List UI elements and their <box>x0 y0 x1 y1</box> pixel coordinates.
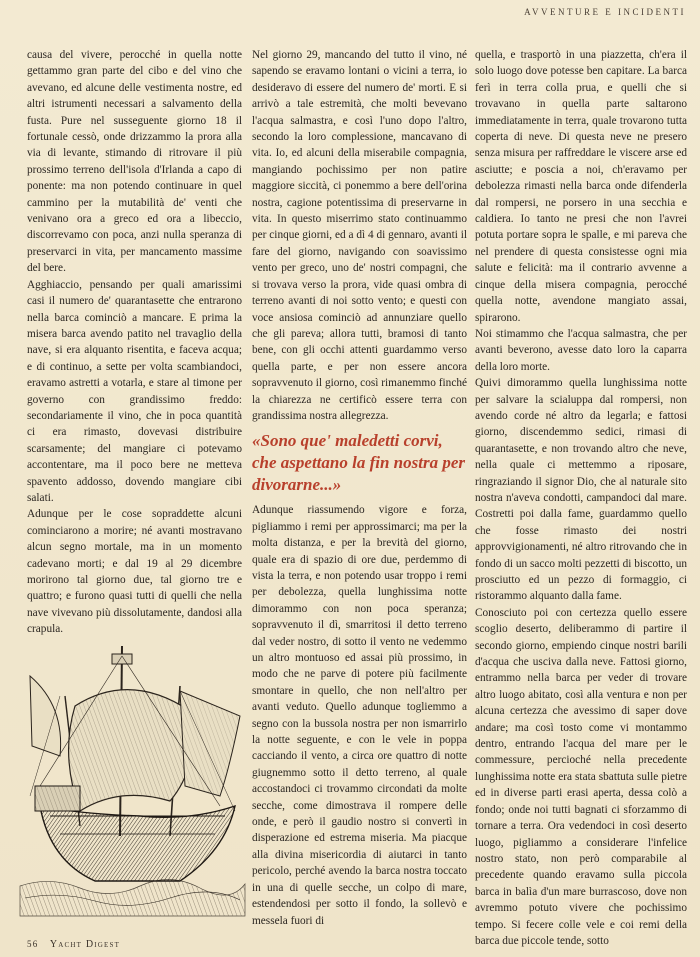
page-footer <box>27 939 120 950</box>
running-header: AVVENTURE E INCIDENTI <box>524 7 686 17</box>
pull-quote: «Sono que' maledetti corvi, che aspettano la fin nostra per divorarne...» <box>252 431 465 495</box>
paragraph: Adunque per le cose sopraddette alcuni cominciarono a morire; né avanti mostravano alcun segno mortale, ma in un momento cadevano morti; e dal 19 al 29 dicembre morirono tal giorno due, tal giorno tre e quattro; e furono quasi tutti di quelli che nella nave vivevano più dissolutamente, dandosi alla crapula. <box>27 508 242 636</box>
text-column-3 <box>475 47 687 947</box>
paragraph: quella, e trasportò in una piazzetta, ch'era il solo luogo dove potesse ben capitare. La barca ferì in terra colla prua, e quelli che si trovavano in quella parte saltarono immediatamente in terra, quale trovarono tutta coperta di neve. Di questa neve ne presero senza misura per raffreddare le viscere arse ed asciutte; e poscia a noi, ch'eravamo per debolezza rimasti nella barca onde difenderla dal rompersi, ne porsero in una secchia e caldiera. Io tanto ne presi che non l'avrei potuta portare sopra le spalle, e mi pareva che nel prendere di questa consistesse ogni mia salute e felicità: ma il contrario avvenne a cinque della misera compagnia, perocché quella notte, avendone mangiato assai, spirarono. <box>475 49 687 324</box>
text-column-1 <box>27 47 242 636</box>
page-number: 56 <box>27 939 39 949</box>
paragraph: Conosciuto poi con certezza quello essere scoglio deserto, deliberammo di partire il secondo giorno, empiendo cinque nostri barili d'acqua che usciva dalla neve. Fattosi giorno, entrammo nella barca per veder di trovare altro luogo abitato, così alla ventura e non per alcuna certezza che avessimo di saper dove andare; ma così tosto come vi montammo dentro, entrando l'acqua del mare per le commessure, percioché nella precedente lunghissima notte era stata sbattuta sulle pietre ed in diverse parti erasi aperta, dessa colò a fondo; onde noi tutti bagnati ci sforzammo di tornare a terra. Ora vedendoci in così deserto luogo, pigliammo a considerare l'infelice nostro stato, non però comparabile al precedente quando eravamo sulla piccola barca in balìa d'un mare burrascoso, dove non avremmo potuto vivere che pochissimo tempo. Si fecere colle vele e coi remi della barca due piccole tende, sotto <box>475 606 687 947</box>
paragraph: Quivi dimorammo quella lunghissima notte per salvare la scialuppa dal rompersi, non avendo corde né altro da legarla; e fattosi giorno, discendemmo sedici, rimasi di quarantasette, e non trovando altro che neve, nella quale ci mettemmo a riposare, ringraziando il signor Dio, che al naturale sito nostra n'aveva condotti, campandoci dal mare. Costretti poi dalla fame, guardammo quello che fosse rimasto dei nostri approvvigionamenti, né altro ritrovando che in fondo di un sacco molti pezzetti di biscotto, un prosciutto ed un pezzo di formaggio, ci ristorammo alquanto dalla fame. <box>475 377 687 603</box>
paragraph: Adunque riassumendo vigore e forza, pigliammo i remi per approssimarci; ma per la molta distanza, e per la brevità del giorno, quale era di spazio di ore due, perdemmo di vista la terra, e non potendo usar troppo i remi per debolezza, quella lunghissima notte dimorammo con non poca speranza; sopravvenuto il dì, smarritosi il detto terreno dal veder nostro, di sotto il vento ne vedemmo un altro montuoso ed assai più prossimo, in modo che ne parve di potere più facilmente smontare in quello, che non nell'altro per avanti veduto. Quello adunque togliemmo a segno con la bussola nostra per non ismarrirlo la notte seguente, e con le vele in poppa cacciando il vento, a circa ore quattro di notte giugnemmo sotto il detto terreno, al quale accostandoci ci trovammo circondati da molte secche, come dimostrava il rompere delle onde, e però il gaudio nostro si convertì in disperazione ed estrema miseria. Ma piacque alla divina misericordia di aiutarci in tanto pericolo, perché avendo la barca nostra toccato in una di quelle secche, un colpo di mare, estendendosi per sotto il fondo, la sollevò e messela fuori di <box>252 504 467 927</box>
magazine-name: Yacht Digest <box>49 939 121 950</box>
caravel-engraving-illustration <box>20 636 245 916</box>
paragraph: Nel giorno 29, mancando del tutto il vino, né sapendo se eravamo lontani o vicini a terra, io desideravo di essere del numero de' morti. E si arrivò a tale estremità, che molti bevevano l'acqua salmastra, e così l'uno dopo l'altro, secondo la loro complessione, mancavano di vita. Io, ed alcuni della miserabile compagnia, mangiando pochissimo per non patire maggiore siccità, ci ponemmo a bere dell'orina nostra, cagione potentissima di preservarne in vita. In questo miserrimo stato continuammo per cinque giorni, ed a dì 4 di gennaro, avanti il fare del giorno, navigando con soavissimo vento per greco, uno de' nostri compagni, che si trovava verso la prora, vide quasi ombra di terreno avanti di noi sotto vento; e questi con voce ansiosa cominciò ad annunziare quello che gli pareva; allora tutti, bramosi di tanto bene, con gli occhi attenti guardammo verso quella parte, e per non essere ancora sopravvenuto il giorno, così rimanemmo finché la chiarezza ne certificò essere terra con grandissima nostra allegrezza. <box>252 49 467 422</box>
text-column-2 <box>252 47 467 927</box>
paragraph: Noi stimammo che l'acqua salmastra, che per avanti beverono, avesse dato loro la caparra della loro morte. <box>475 327 687 373</box>
paragraph: causa del vivere, perocché in quella notte gettammo gran parte del cibo e del vino che avevano, ed alcune delle vestimenta nostre, ed altri istrumenti necessari a salvamento della fusta. Pure nel susseguente giorno 18 il fortunale cessò, onde drizzammo la prora alla via di levante, stimando di ritrovare il più prossimo terreno dell'isola d'Irlanda a capo di ponente: ma non potendo continuare in quel cammino per la mutabilità de' venti che venivano ora a greco ed ora a libeccio, discorrevamo con poca, anzi nulla speranza di preservarci in vita, per mancamento massime del bere. <box>27 49 242 275</box>
paragraph: Agghiaccio, pensando per quali amarissimi casi il numero de' quarantasette che entrarono nella barca cominciò a mancare. E prima la misera barca avendo patito nel travaglio della nave, si era alquanto risentita, e faceva acqua; e di continuo, a sette per volta scambiandoci, eravamo astretti a votarla, e stare al timone per governo con grandissimo freddo: secondariamente il vino, che in poca quantità ci era rimasto, dovevasi distribuire scarsamente; del mangiare ci potevamo accontentare, ma il poco bere ne metteva spavento addosso, dovendo mangiare cibi salati. <box>27 278 242 504</box>
